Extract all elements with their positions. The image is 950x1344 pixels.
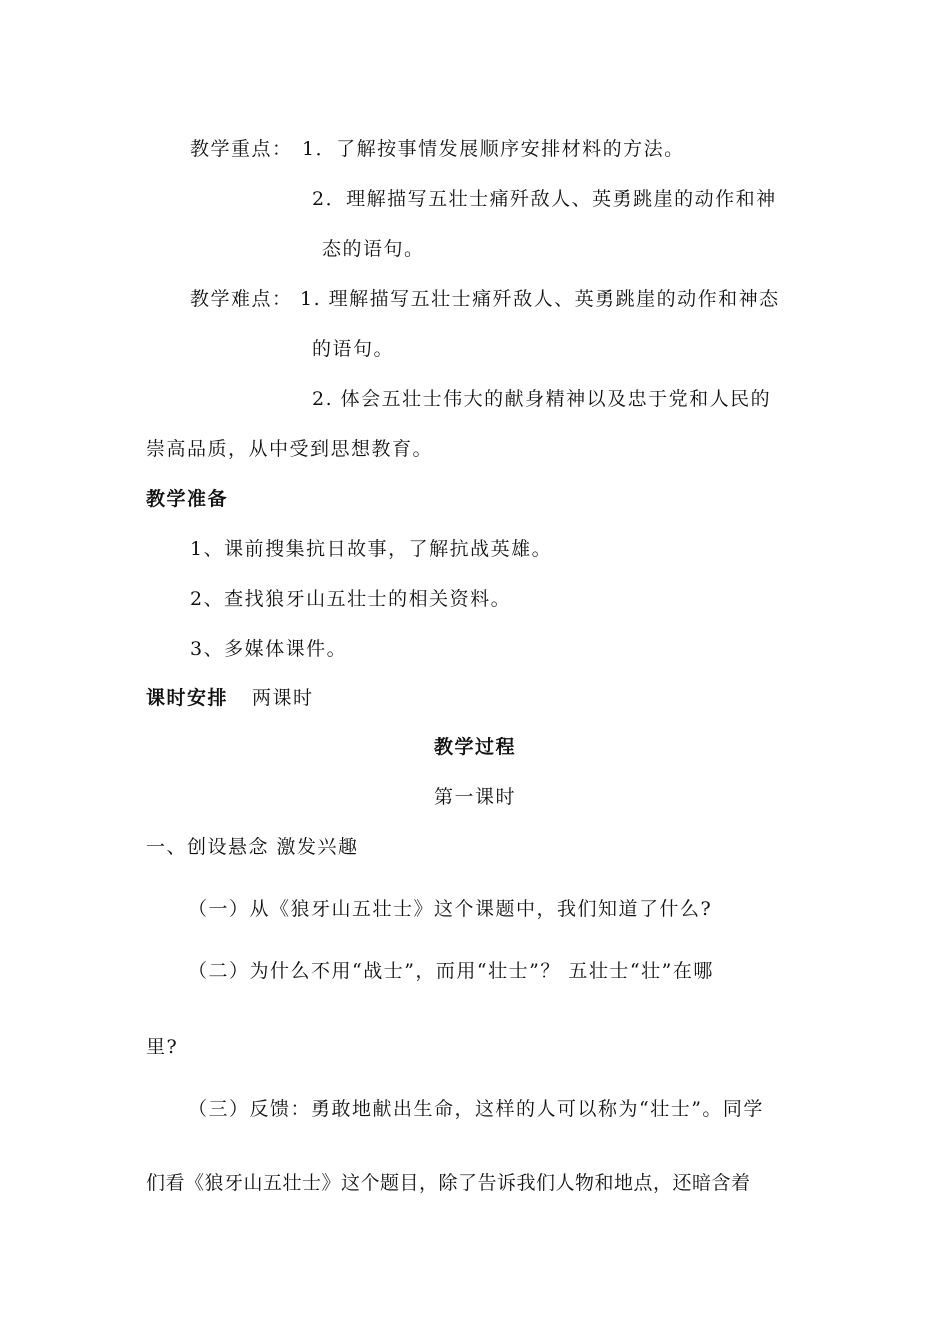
question-3-line-1: （三）反馈：勇敢地献出生命，这样的人可以称为“壮士”。同学 xyxy=(188,1098,764,1120)
question-2-line-2: 里? xyxy=(146,1036,179,1058)
question-3-line-2: 们看《狼牙山五壮士》这个题目，除了告诉我们人物和地点，还暗含着 xyxy=(146,1172,751,1194)
section-heading: 一、创设悬念 激发兴趣 xyxy=(146,836,359,858)
difficulty-1-line-1: 1. 理解描写五壮士痛歼敌人、英勇跳崖的动作和神态 xyxy=(300,288,780,310)
preparation-item: 2、查找狼牙山五壮士的相关资料。 xyxy=(190,588,512,610)
schedule-label: 课时安排 xyxy=(146,687,229,709)
key-points-label: 教学重点： xyxy=(190,138,293,160)
difficulty-1-line-2: 的语句。 xyxy=(312,338,395,360)
difficulty-2-line-1: 2. 体会五壮士伟大的献身精神以及忠于党和人民的 xyxy=(312,388,772,410)
key-point-2-line-1: 2．理解描写五壮士痛歼敌人、英勇跳崖的动作和神 xyxy=(312,188,777,210)
difficulty-label: 教学难点： xyxy=(190,288,293,310)
schedule-value: 两课时 xyxy=(252,687,314,709)
question-1: （一）从《狼牙山五壮士》这个课题中，我们知道了什么? xyxy=(188,898,713,920)
key-point-1: 1．了解按事情发展顺序安排材料的方法。 xyxy=(302,138,685,160)
preparation-heading: 教学准备 xyxy=(146,488,229,510)
process-title: 教学过程 xyxy=(433,736,516,758)
preparation-item: 3、多媒体课件。 xyxy=(190,638,348,660)
preparation-item: 1、课前搜集抗日故事，了解抗战英雄。 xyxy=(190,538,553,560)
lesson-title: 第一课时 xyxy=(433,786,516,808)
key-point-2-line-2: 态的语句。 xyxy=(322,238,425,260)
question-2-line-1: （二）为什么不用“战士”，而用“壮士”？ 五壮士“壮”在哪 xyxy=(188,960,714,982)
difficulty-2-line-2: 崇高品质，从中受到思想教育。 xyxy=(146,438,434,460)
